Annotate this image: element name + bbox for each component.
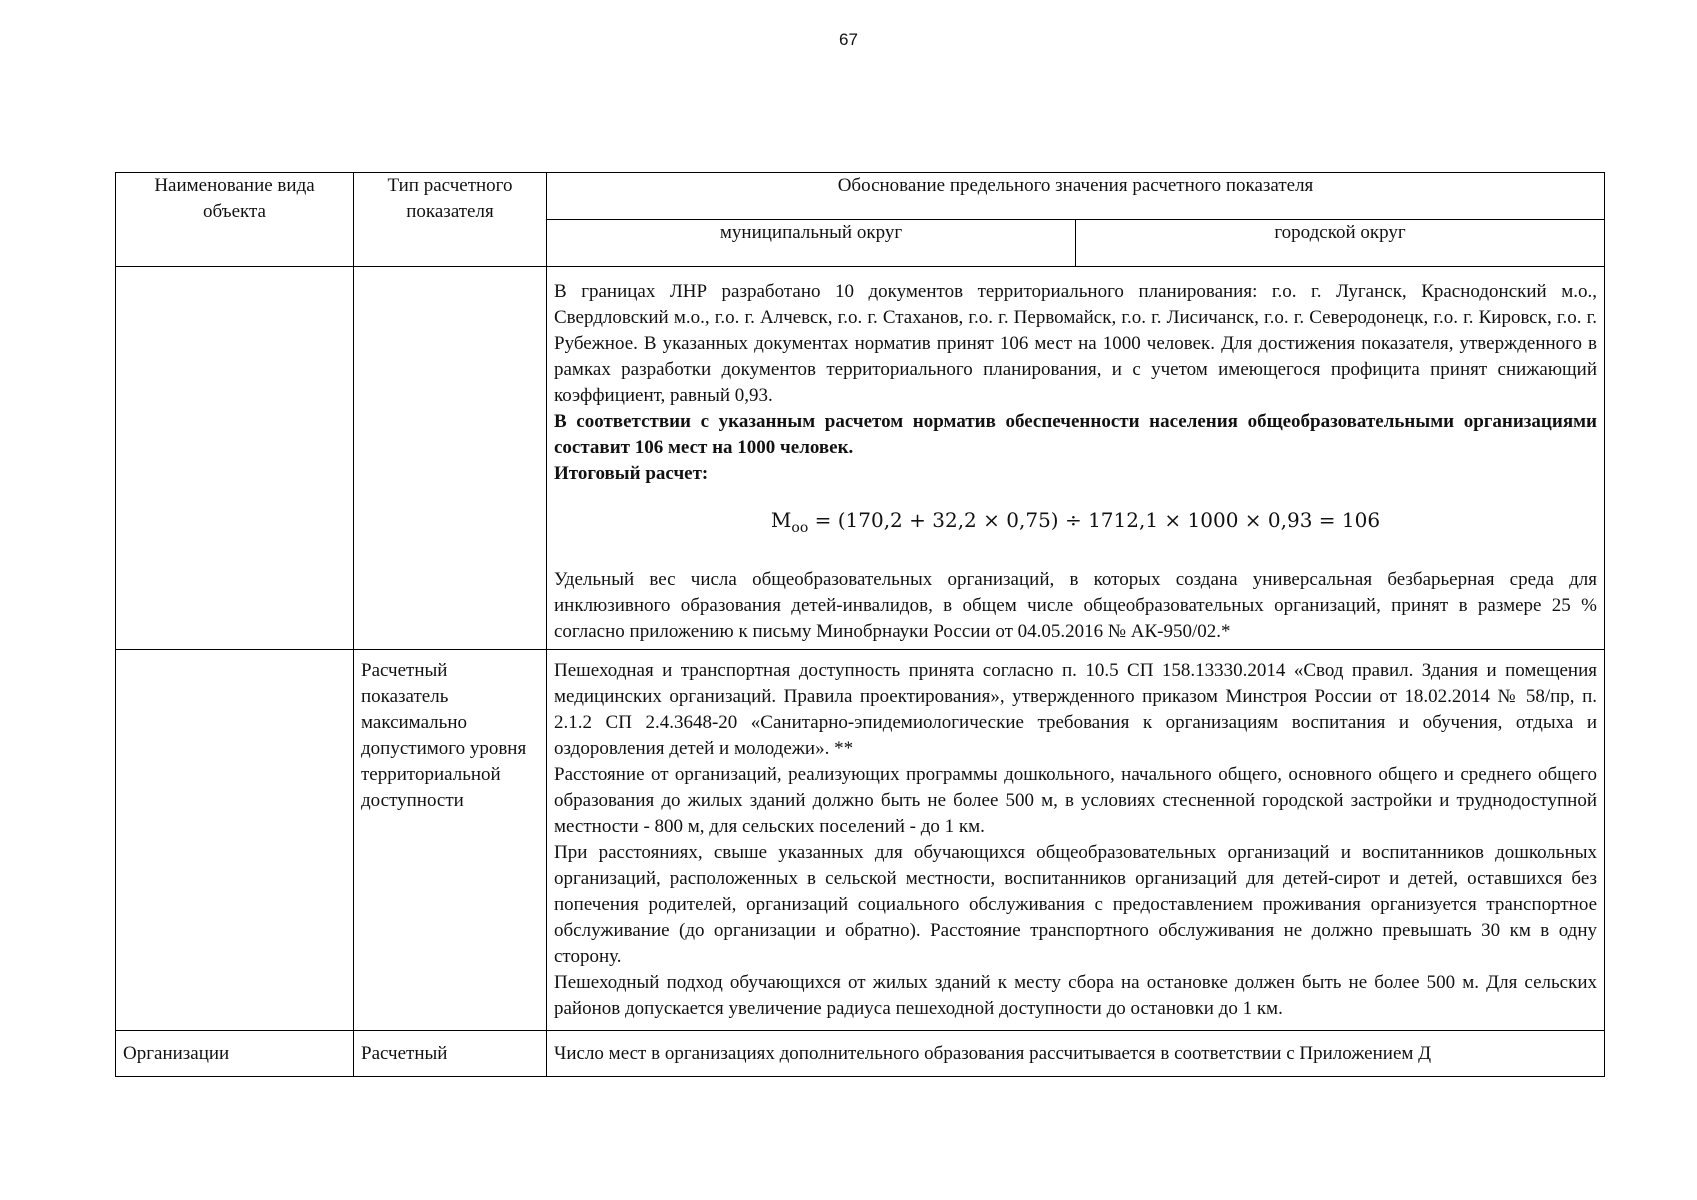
row1-bold-conclusion: В соответствии с указанным расчетом норматив обеспеченности населения общеобразовательными организациями составит 106 мест на 1000 человек. — [554, 411, 1597, 458]
formula-subscript: оо — [791, 520, 809, 536]
header-municipal-district: муниципальный округ — [547, 220, 1076, 267]
row3-justification-cell — [547, 1031, 1605, 1077]
row2-paragraph-transport: При расстояниях, свыше указанных для обучающихся общеобразовательных организаций и воспитанников дошкольных организаций, расположенных в сельской местности, воспитанников организаций для детей-сирот и детей, оставшихся без попечения родителей, организаций социального обслуживания с предоставлением проживания организуется транспортное обслуживание (до организации и обратно). Расстояние транспортного обслуживания не должно превышать 30 км в одну сторону. — [554, 842, 1597, 967]
row2-justification-cell — [547, 650, 1605, 1031]
row2-name-cell — [116, 650, 354, 1031]
row1-name-cell — [116, 267, 354, 650]
row3-paragraph: Число мест в организациях дополнительного образования рассчитывается в соответствии с Приложением Д — [554, 1043, 1432, 1064]
formula-symbol: М — [770, 508, 792, 532]
table-row — [116, 267, 1605, 650]
table-row — [116, 650, 1605, 1031]
row1-justification-cell — [547, 267, 1605, 650]
table-row — [116, 1031, 1605, 1077]
page-number: 67 — [839, 30, 858, 49]
row2-paragraph-accessibility: Пешеходная и транспортная доступность принята согласно п. 10.5 СП 158.13330.2014 «Свод правил. Здания и помещения медицинских организаций. Правила проектирования», утвержденного приказом Минстроя России от 18.02.2014 № 58/пр, п. 2.1.2 СП 2.4.3648-20 «Санитарно-эпидемиологические требования к организациям воспитания и обучения, отдыха и оздоровления детей и молодежи». ** — [554, 660, 1597, 759]
header-object-name: Наименование вида объекта — [116, 173, 354, 267]
row1-paragraph-barrier-free: Удельный вес числа общеобразовательных организаций, в которых создана универсальная безбарьерная среда для инклюзивного образования детей-инвалидов, в общем числе общеобразовательных организаций, принят в размере 25 % согласно приложению к письму Минобрнауки России от 04.05.2016 № АК-950/02.* — [554, 569, 1597, 642]
row2-paragraph-distance: Расстояние от организаций, реализующих программы дошкольного, начального общего, основного общего и среднего общего образования до жилых зданий должно быть не более 500 м, в условиях стесненной городской застройки и труднодоступной местности - 800 м, для сельских поселений - до 1 км. — [554, 764, 1597, 837]
row2-paragraph-pedestrian: Пешеходный подход обучающихся от жилых зданий к месту сбора на остановке должен быть не более 500 м. Для сельских районов допускается увеличение радиуса пешеходной доступности до остановки до 1 км. — [554, 972, 1597, 1019]
header-city-district: городской округ — [1076, 220, 1605, 267]
normative-table — [115, 172, 1605, 1077]
row3-name-cell: Организации — [116, 1031, 354, 1077]
row1-type-cell — [354, 267, 547, 650]
row1-bold-final-calc: Итоговый расчет: — [554, 463, 709, 484]
row2-type-cell: Расчетный показатель максимально допустимого уровня территориальной доступности — [354, 650, 547, 1031]
formula-expression: = (170,2 + 32,2 × 0,75) ÷ 1712,1 × 1000 × 0,93 = 106 — [808, 508, 1381, 532]
header-justification: Обоснование предельного значения расчетного показателя — [547, 173, 1605, 220]
row1-formula — [554, 487, 1597, 567]
header-indicator-type: Тип расчетного показателя — [354, 173, 547, 267]
row1-paragraph-planning-docs: В границах ЛНР разработано 10 документов территориального планирования: г.о. г. Луганск, Краснодонский м.о., Свердловский м.о., г.о. г. Алчевск, г.о. г. Стаханов, г.о. г. Первомайск, г.о. г. Лисичанск, г.о. г. Северодонецк, г.о. г. Кировск, г.о. г. Рубежное. В указанных документах норматив принят 106 мест на 1000 человек. Для достижения показателя, утвержденного в рамках разработки документов территориального планирования, и с учетом имеющегося профицита принят снижающий коэффициент, равный 0,93. — [554, 281, 1597, 406]
row3-type-cell: Расчетный — [354, 1031, 547, 1077]
